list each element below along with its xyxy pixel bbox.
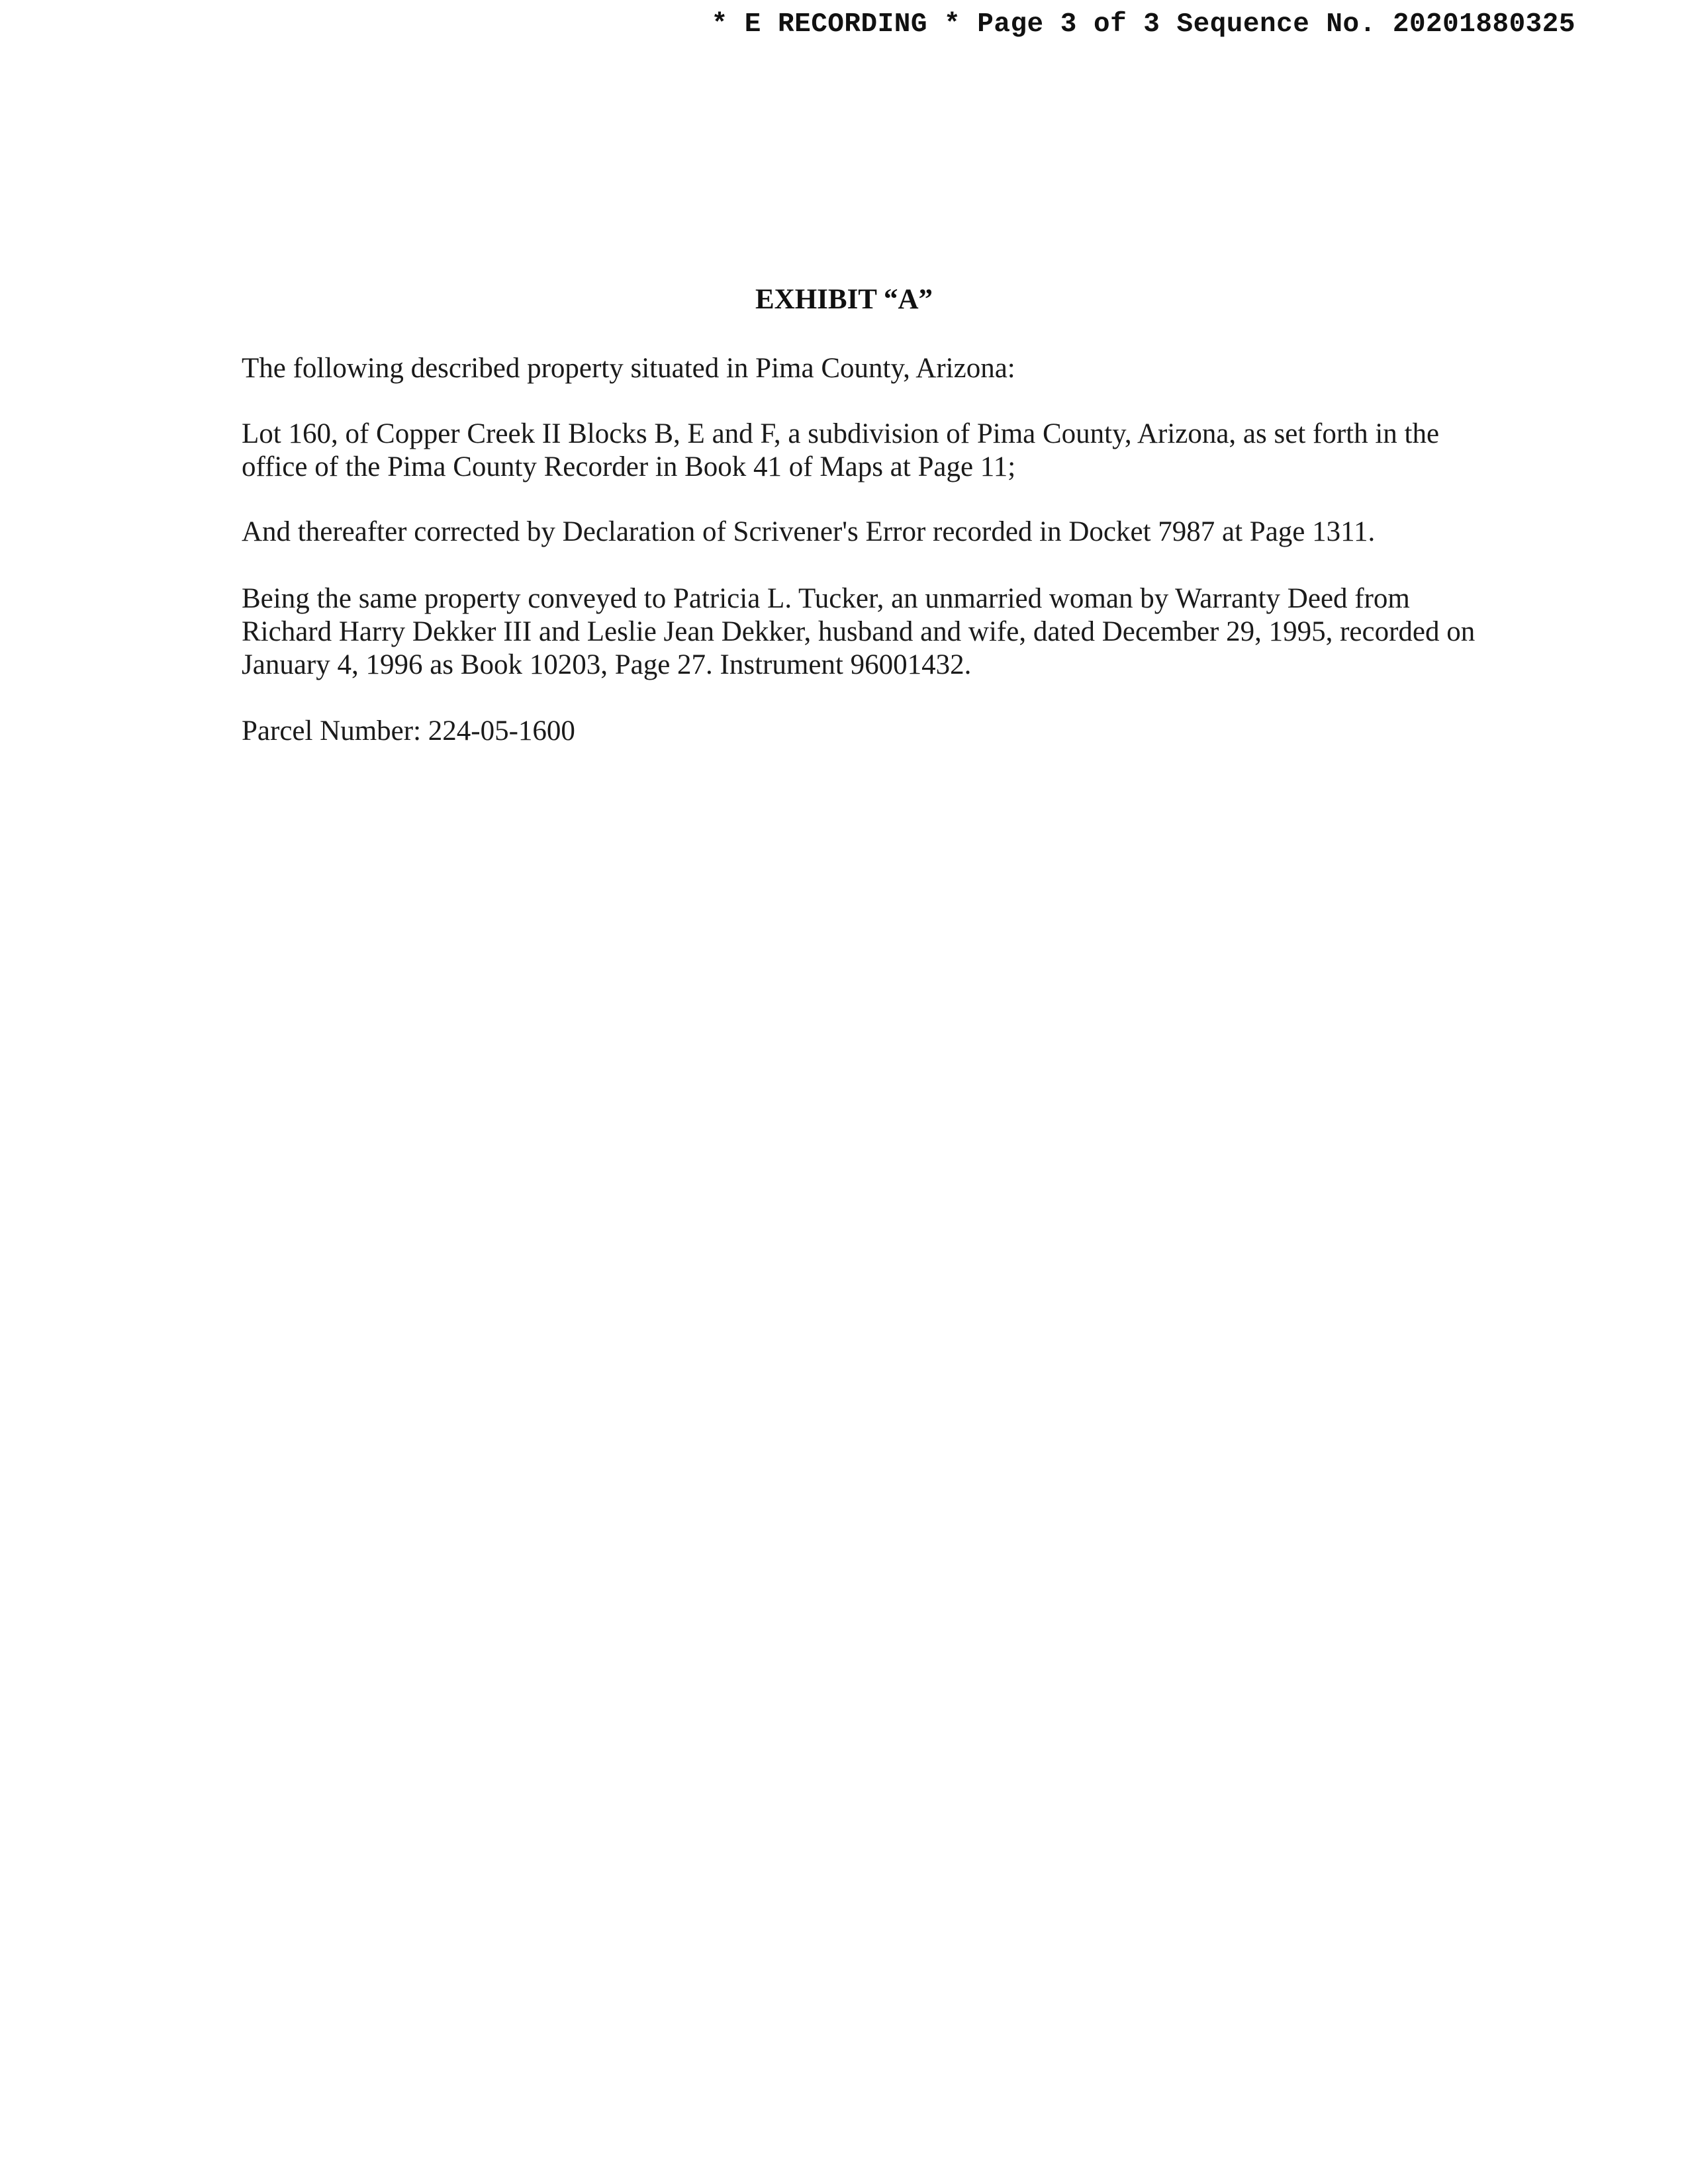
- correction-paragraph: And thereafter corrected by Declaration of Scrivener's Error recorded in Docket 7987 at Page 1311.: [242, 516, 1376, 547]
- property-intro-paragraph: The following described property situated in Pima County, Arizona:: [242, 353, 1015, 384]
- recording-header: * E RECORDING * Page 3 of 3 Sequence No. 20201880325: [711, 9, 1575, 40]
- parcel-number: Parcel Number: 224-05-1600: [242, 715, 575, 747]
- conveyance-paragraph: Being the same property conveyed to Patricia L. Tucker, an unmarried woman by Warranty Deed from Richard Harry Dekker III and Leslie Jean Dekker, husband and wife, dated December 29, 1995, recorded on January 4, 1996 as Book 10203, Page 27. Instrument 96001432.: [242, 583, 1476, 680]
- lot-description-paragraph: Lot 160, of Copper Creek II Blocks B, E and F, a subdivision of Pima County, Arizona, as set forth in the office of the Pima County Recorder in Book 41 of Maps at Page 11;: [242, 418, 1440, 482]
- exhibit-title: EXHIBIT “A”: [755, 284, 933, 315]
